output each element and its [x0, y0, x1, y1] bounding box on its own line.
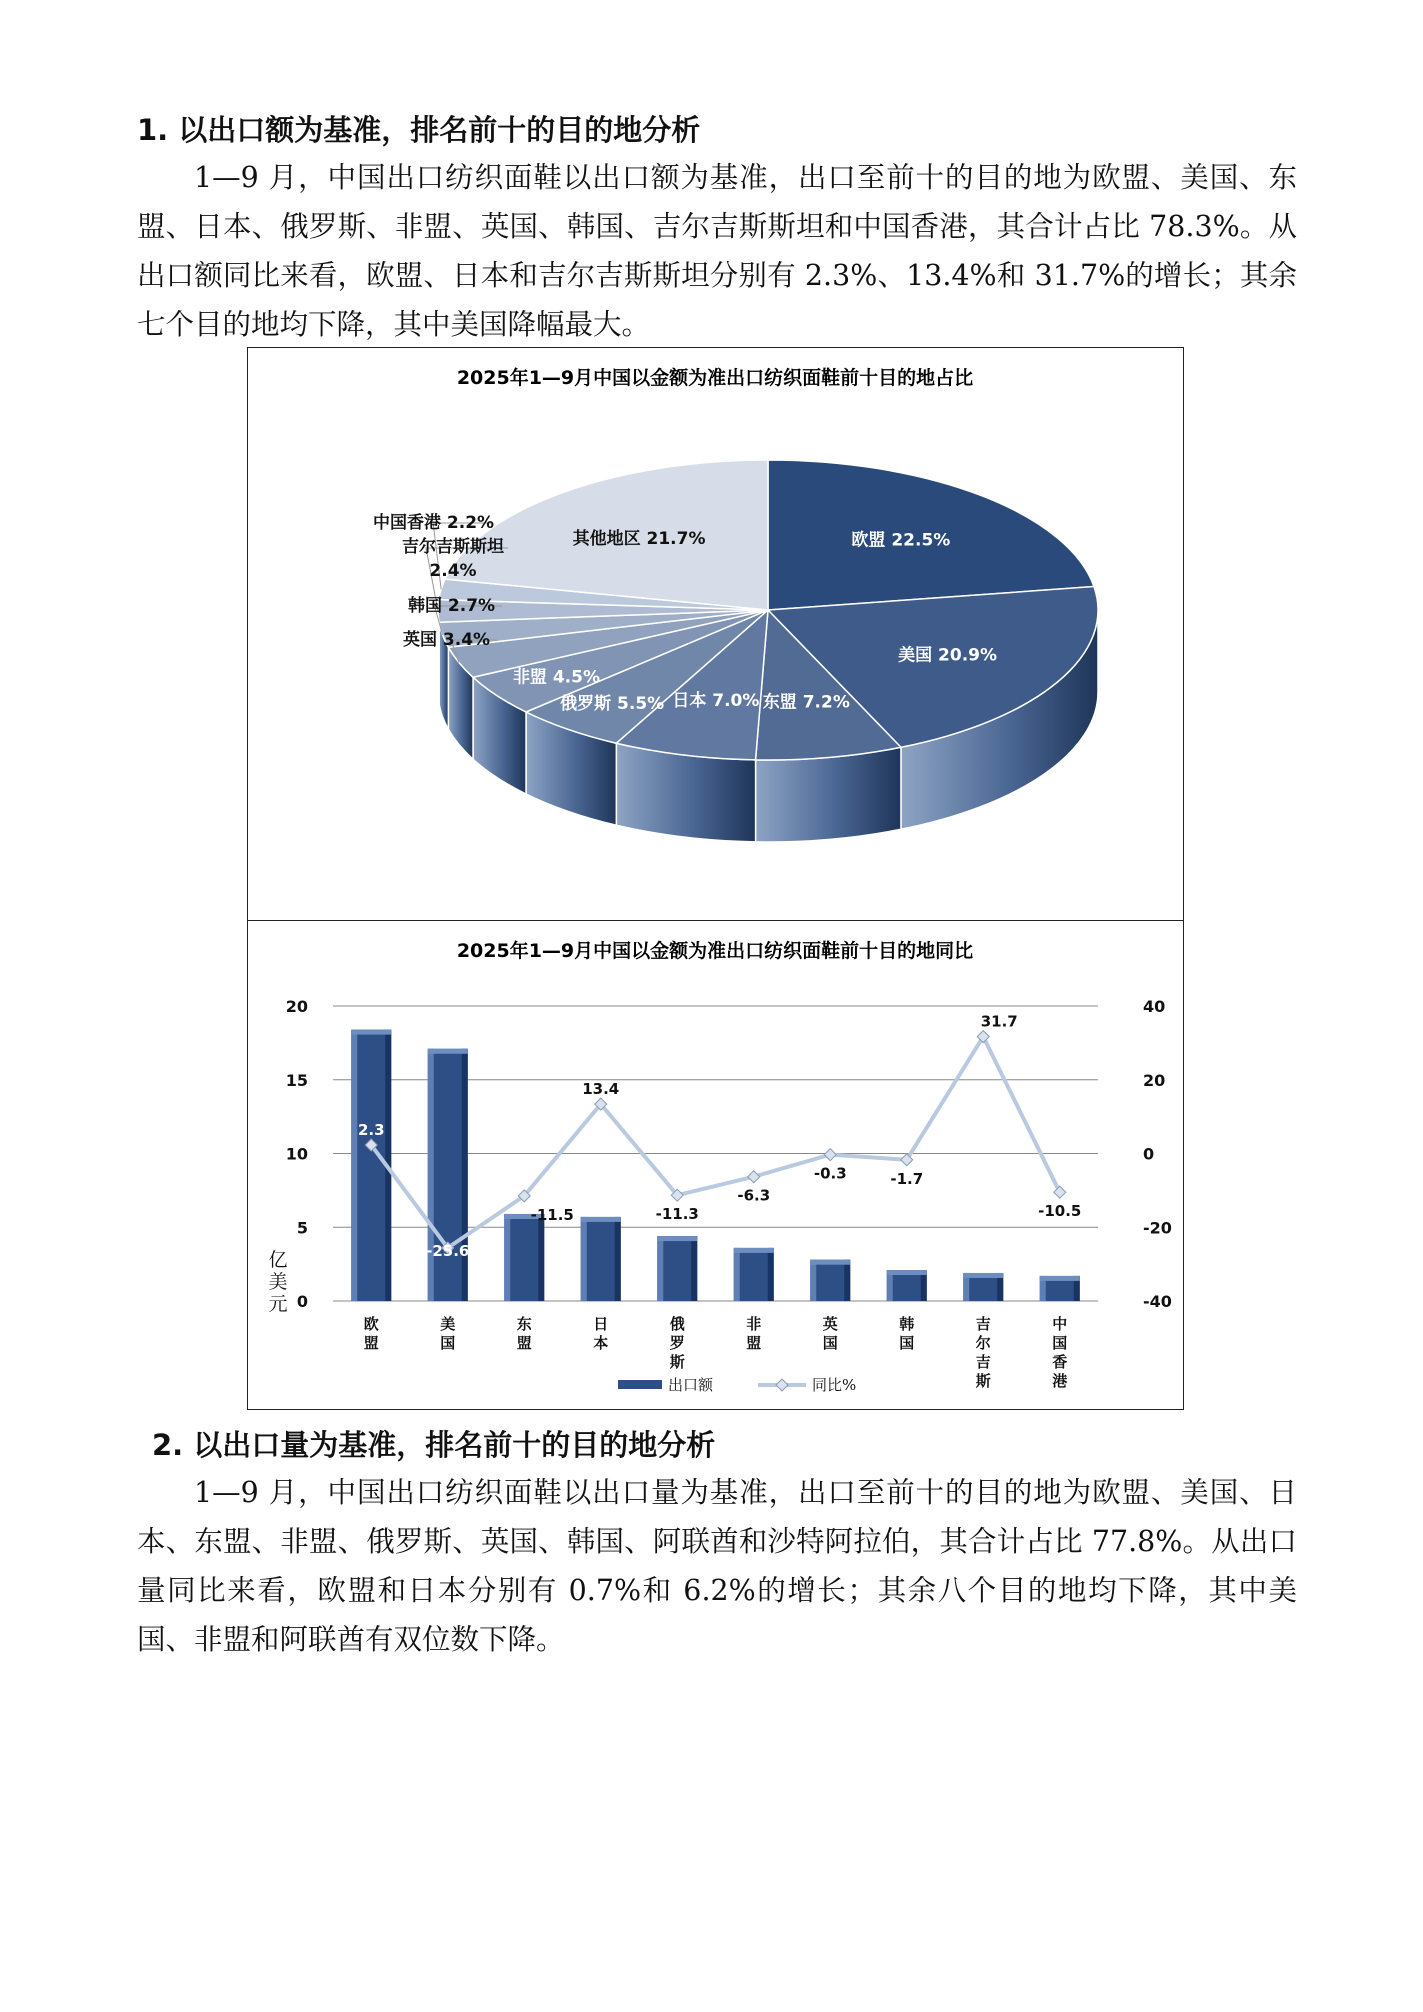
category-tick-吉尔吉斯: 吉 [975, 1315, 991, 1333]
pie-chart-box [247, 347, 1184, 922]
bar-中国香港 [1040, 1276, 1080, 1301]
pie-label-美国: 美国 20.9% [898, 645, 998, 666]
category-tick-俄罗斯: 俄 [669, 1315, 685, 1333]
pie-title: 2025年1—9月中国以金额为准出口纺织面鞋前十目的地占比 [456, 367, 974, 389]
yoy-label-吉尔吉斯: 31.7 [980, 1012, 1018, 1031]
bar-英国 [810, 1260, 850, 1301]
category-tick-日本: 日 [593, 1315, 609, 1333]
pie-label-英国: 英国 3.4% [403, 630, 491, 650]
pie-label-俄罗斯: 俄罗斯 5.5% [560, 694, 665, 715]
yoy-label-非盟: -6.3 [737, 1186, 771, 1205]
bar-俄罗斯 [657, 1236, 697, 1301]
category-tick-俄罗斯: 斯 [669, 1353, 685, 1371]
y-left-tick: 20 [285, 997, 308, 1016]
pie-label-吉尔吉斯斯坦: 吉尔吉斯斯坦 [402, 537, 504, 557]
yoy-point-非盟 [748, 1171, 760, 1183]
category-tick-日本: 本 [593, 1334, 609, 1352]
category-tick-俄罗斯: 罗 [669, 1334, 685, 1352]
section2-paragraph: 1—9 月，中国出口纺织面鞋以出口量为基准，出口至前十的目的地为欧盟、美国、日本、东盟、非盟、俄罗斯、英国、韩国、阿联酋和沙特阿拉伯，其合计占比 77.8%。从出口量同比来看，欧盟和日本分别有 0.7%和 6.2%的增长；其余八个目的地均下降，其中美国、非盟和阿联酋有双位数下降。 [137, 1476, 1297, 1656]
y-right-tick: -40 [1143, 1292, 1172, 1311]
legend [618, 1376, 856, 1394]
y-right-tick: 40 [1143, 997, 1166, 1016]
y-left-tick: 15 [285, 1070, 308, 1090]
yoy-label-欧盟: 2.3 [357, 1121, 385, 1140]
bar-东盟 [504, 1214, 544, 1301]
yoy-label-英国: -0.3 [813, 1164, 847, 1183]
pie-label-value-吉尔吉斯斯坦: 2.4% [429, 561, 477, 581]
yoy-label-俄罗斯: -11.3 [655, 1205, 699, 1224]
category-tick-吉尔吉斯: 斯 [975, 1372, 991, 1390]
yoy-label-美国: -25.6 [426, 1241, 470, 1260]
bars [351, 1030, 1080, 1301]
category-tick-吉尔吉斯: 尔 [975, 1334, 991, 1352]
legend-bar-swatch [618, 1380, 662, 1389]
y-left-axis-label: 元 [268, 1293, 288, 1315]
combo-title: 2025年1—9月中国以金额为准出口纺织面鞋前十目的地同比 [456, 940, 974, 962]
category-tick-中国香港: 国 [1052, 1334, 1068, 1352]
yoy-label-东盟: -11.5 [530, 1205, 574, 1224]
yoy-label-中国香港: -10.5 [1038, 1202, 1082, 1221]
category-tick-吉尔吉斯: 吉 [975, 1353, 991, 1371]
pie-label-日本: 日本 7.0% [672, 690, 760, 711]
pie-slices [438, 460, 1098, 760]
category-tick-非盟: 非 [746, 1315, 762, 1333]
pie-label-其他地区: 其他地区 21.7% [572, 528, 706, 549]
pie-label-中国香港: 中国香港 2.2% [373, 513, 495, 533]
section1-paragraph: 1—9 月，中国出口纺织面鞋以出口额为基准，出口至前十的目的地为欧盟、美国、东盟、日本、俄罗斯、非盟、英国、韩国、吉尔吉斯斯坦和中国香港，其合计占比 78.3%。从出口额同比来看，欧盟、日本和吉尔吉斯斯坦分别有 2.3%、13.4%和 31.7%的增长；其余七个目的地均下降，其中美国降幅最大。 [137, 161, 1297, 341]
yoy-label-韩国: -1.7 [890, 1169, 924, 1188]
category-tick-美国: 美 [440, 1315, 456, 1333]
category-tick-中国香港: 中 [1052, 1315, 1068, 1333]
yoy-series-line [371, 1037, 1060, 1248]
bar-日本 [581, 1217, 621, 1301]
pie-label-非盟: 非盟 4.5% [512, 667, 601, 688]
pie-side-东盟 [756, 747, 901, 842]
bar-美国 [428, 1049, 468, 1301]
category-tick-欧盟: 欧 [363, 1315, 379, 1333]
category-tick-非盟: 盟 [746, 1334, 762, 1352]
pie-label-欧盟: 欧盟 22.5% [851, 530, 951, 551]
y-right-tick: 0 [1143, 1144, 1155, 1164]
legend-bar-label: 出口额 [668, 1376, 714, 1394]
y-right-tick: -20 [1143, 1218, 1172, 1238]
category-tick-韩国: 国 [899, 1334, 915, 1352]
y-left-tick: 10 [285, 1144, 308, 1164]
category-tick-东盟: 东 [516, 1315, 532, 1333]
legend-line-label: 同比% [812, 1376, 857, 1394]
category-tick-东盟: 盟 [516, 1334, 532, 1352]
y-left-axis-label: 美 [268, 1271, 288, 1293]
category-tick-中国香港: 香 [1052, 1353, 1068, 1371]
y-left-tick: 5 [296, 1218, 308, 1238]
bar-非盟 [734, 1248, 774, 1301]
yoy-label-日本: 13.4 [582, 1080, 620, 1099]
category-tick-欧盟: 盟 [363, 1334, 379, 1352]
y-left-tick: 0 [296, 1292, 308, 1311]
category-tick-韩国: 韩 [899, 1315, 915, 1333]
section2-heading: 2. 以出口量为基准，排名前十的目的地分析 [152, 1428, 716, 1462]
category-tick-英国: 国 [822, 1334, 838, 1352]
category-tick-英国: 英 [822, 1315, 838, 1333]
bar-吉尔吉斯 [963, 1273, 1003, 1301]
pie-label-东盟: 东盟 7.2% [762, 692, 850, 713]
yoy-point-英国 [824, 1149, 836, 1161]
category-tick-美国: 国 [440, 1334, 456, 1352]
pie-label-韩国: 韩国 2.7% [408, 596, 496, 616]
y-right-tick: 20 [1143, 1070, 1166, 1090]
bar-韩国 [887, 1270, 927, 1301]
pie-chart [248, 348, 1183, 921]
category-tick-中国香港: 港 [1052, 1372, 1068, 1390]
section1-heading: 1. 以出口额为基准，排名前十的目的地分析 [137, 113, 701, 147]
y-left-axis-label: 亿 [268, 1249, 288, 1271]
axes [268, 997, 1171, 1390]
combo-chart [248, 921, 1183, 1409]
combo-chart-box [247, 920, 1184, 1410]
